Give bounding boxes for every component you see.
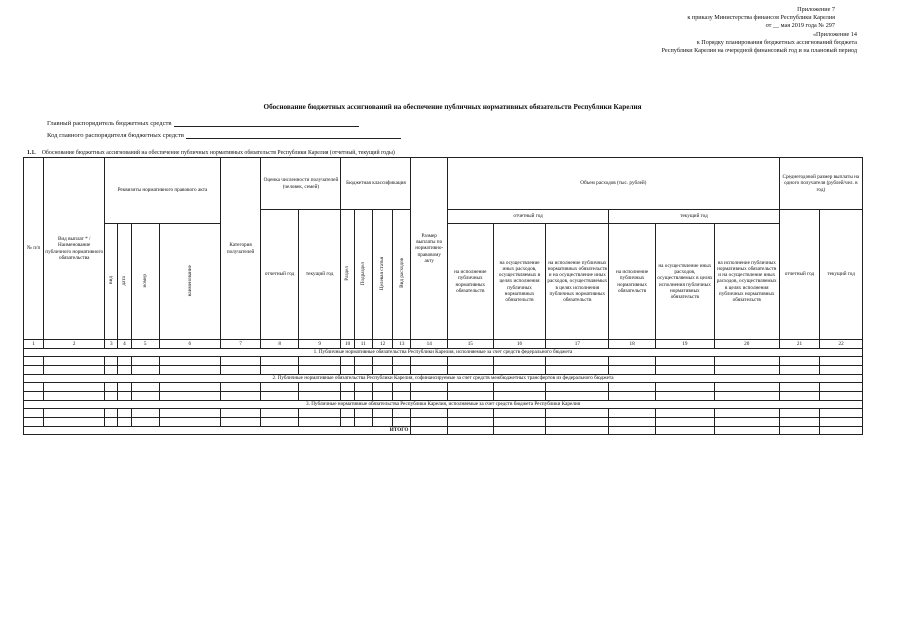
blank-cell[interactable] bbox=[24, 383, 44, 392]
col-number-19: 19 bbox=[655, 340, 714, 349]
blank-cell[interactable] bbox=[779, 409, 820, 418]
blank-cell[interactable] bbox=[341, 392, 354, 401]
blank-cell[interactable] bbox=[298, 357, 341, 366]
blank-cell[interactable] bbox=[820, 366, 863, 375]
blank-cell[interactable] bbox=[609, 366, 656, 375]
vol-report-year: отчетный год bbox=[447, 210, 608, 224]
blank-cell[interactable] bbox=[118, 366, 131, 375]
blank-cell[interactable] bbox=[493, 357, 546, 366]
blank-cell[interactable] bbox=[105, 418, 118, 427]
col-number-8: 8 bbox=[261, 340, 299, 349]
blank-cell[interactable] bbox=[609, 357, 656, 366]
col-number-17: 17 bbox=[546, 340, 609, 349]
blank-row-5[interactable] bbox=[24, 409, 863, 418]
blank-cell[interactable] bbox=[655, 357, 714, 366]
blank-cell[interactable] bbox=[298, 366, 341, 375]
blank-cell[interactable] bbox=[546, 418, 609, 427]
cur-c1: на исполнение публичных нормативных обязательств bbox=[609, 224, 656, 340]
annex-header bbox=[661, 31, 857, 55]
blank-cell[interactable] bbox=[118, 383, 131, 392]
blank-cell[interactable] bbox=[220, 366, 261, 375]
col-volume-header: Объем расходов (тыс. рублей) bbox=[447, 158, 779, 210]
blank-cell[interactable] bbox=[493, 366, 546, 375]
blank-cell[interactable] bbox=[44, 357, 105, 366]
col-number-2: 2 bbox=[44, 340, 105, 349]
blank-cell[interactable] bbox=[820, 383, 863, 392]
vol-current-year: текущий год bbox=[609, 210, 779, 224]
manager-field[interactable] bbox=[174, 120, 359, 127]
col-number-5: 5 bbox=[131, 340, 159, 349]
blank-cell[interactable] bbox=[341, 383, 354, 392]
blank-cell[interactable] bbox=[779, 366, 820, 375]
vr-header: Вид расходов bbox=[398, 258, 405, 289]
blank-cell[interactable] bbox=[655, 392, 714, 401]
blank-cell[interactable] bbox=[220, 409, 261, 418]
col-number-18: 18 bbox=[609, 340, 656, 349]
blank-cell[interactable] bbox=[341, 418, 354, 427]
blank-cell[interactable] bbox=[714, 418, 779, 427]
col-avg-header: Среднегодовой размер выплаты на одного получателя (рублей/чел. в год) bbox=[779, 158, 862, 210]
blank-cell[interactable] bbox=[655, 418, 714, 427]
blank-cell[interactable] bbox=[493, 409, 546, 418]
blank-cell[interactable] bbox=[354, 357, 372, 366]
cs-header: Целевая статья bbox=[379, 256, 386, 290]
blank-cell[interactable] bbox=[411, 383, 448, 392]
blank-cell[interactable] bbox=[220, 383, 261, 392]
blank-cell[interactable] bbox=[609, 418, 656, 427]
blank-cell[interactable] bbox=[24, 418, 44, 427]
page-title: Обоснование бюджетных ассигнований на обеспечение публичных нормативных обязательств Республики Карелия bbox=[263, 103, 642, 111]
blank-cell[interactable] bbox=[411, 409, 448, 418]
blank-cell[interactable] bbox=[354, 409, 372, 418]
blank-cell[interactable] bbox=[820, 418, 863, 427]
col-num-header: № п/п bbox=[24, 158, 44, 340]
order-date: от __ мая 2019 года № 297 bbox=[765, 22, 835, 29]
blank-cell[interactable] bbox=[105, 409, 118, 418]
blank-cell[interactable] bbox=[546, 392, 609, 401]
blank-row-6[interactable] bbox=[24, 418, 863, 427]
blank-cell[interactable] bbox=[298, 383, 341, 392]
annex-number: «Приложение 14 bbox=[812, 31, 857, 38]
annex-line2: к Порядку планирования бюджетных ассигнований бюджета bbox=[696, 39, 857, 46]
blank-cell[interactable] bbox=[609, 409, 656, 418]
req-nomer-header: номер bbox=[142, 273, 149, 288]
col-number-10: 10 bbox=[341, 340, 354, 349]
col-number-21: 21 bbox=[779, 340, 820, 349]
blank-cell[interactable] bbox=[261, 418, 299, 427]
blank-cell[interactable] bbox=[820, 357, 863, 366]
blank-cell[interactable] bbox=[779, 392, 820, 401]
blank-cell[interactable] bbox=[820, 409, 863, 418]
col-number-12: 12 bbox=[372, 340, 392, 349]
blank-cell[interactable] bbox=[354, 383, 372, 392]
blank-cell[interactable] bbox=[393, 366, 411, 375]
blank-cell[interactable] bbox=[44, 383, 105, 392]
blank-cell[interactable] bbox=[118, 409, 131, 418]
blank-cell[interactable] bbox=[24, 366, 44, 375]
blank-cell[interactable] bbox=[220, 357, 261, 366]
col-number-22: 22 bbox=[820, 340, 863, 349]
col-size-header: Размер выплаты по нормативно-правовому акту bbox=[411, 158, 448, 340]
col-number-15: 15 bbox=[447, 340, 493, 349]
section-3-row: 3. Публичные нормативные обязательства Республики Карелия, исполняемые за счет средств бюджета Республики Карелия bbox=[24, 401, 863, 409]
blank-cell[interactable] bbox=[372, 383, 392, 392]
blank-cell[interactable] bbox=[105, 392, 118, 401]
blank-cell[interactable] bbox=[714, 383, 779, 392]
razdel-header: Раздел bbox=[344, 266, 351, 281]
blank-cell[interactable] bbox=[779, 383, 820, 392]
total-label: ИТОГО bbox=[24, 427, 411, 435]
blank-cell[interactable] bbox=[447, 392, 493, 401]
blank-cell[interactable] bbox=[655, 366, 714, 375]
blank-cell[interactable] bbox=[131, 409, 159, 418]
blank-row-1[interactable] bbox=[24, 357, 863, 366]
blank-cell[interactable] bbox=[393, 392, 411, 401]
code-row bbox=[47, 132, 401, 139]
podrazdel-header: Подраздел bbox=[360, 261, 367, 285]
blank-cell[interactable] bbox=[493, 392, 546, 401]
col-category-header: Категория получателей bbox=[220, 158, 261, 340]
section-text: Обоснование бюджетных ассигнований на обеспечение публичных нормативных обязательств Республики Карелия (отчетный, текущий годы) bbox=[41, 150, 395, 156]
blank-cell[interactable] bbox=[546, 409, 609, 418]
blank-cell[interactable] bbox=[354, 366, 372, 375]
col-number-9: 9 bbox=[298, 340, 341, 349]
code-label: Код главного распорядителя бюджетных средств bbox=[47, 132, 184, 139]
rep-c1: на исполнение публичных нормативных обязательств bbox=[447, 224, 493, 340]
blank-cell[interactable] bbox=[447, 418, 493, 427]
blank-cell[interactable] bbox=[24, 357, 44, 366]
blank-cell[interactable] bbox=[609, 383, 656, 392]
blank-cell[interactable] bbox=[714, 366, 779, 375]
col-number-16: 16 bbox=[493, 340, 546, 349]
col-number-13: 13 bbox=[393, 340, 411, 349]
blank-cell[interactable] bbox=[261, 357, 299, 366]
blank-cell[interactable] bbox=[411, 366, 448, 375]
col-number-11: 11 bbox=[354, 340, 372, 349]
column-numbers-row bbox=[24, 340, 863, 349]
blank-cell[interactable] bbox=[493, 418, 546, 427]
col-number-4: 4 bbox=[118, 340, 131, 349]
blank-cell[interactable] bbox=[220, 392, 261, 401]
blank-cell[interactable] bbox=[393, 383, 411, 392]
blank-cell[interactable] bbox=[24, 409, 44, 418]
blank-cell[interactable] bbox=[714, 357, 779, 366]
blank-cell[interactable] bbox=[393, 418, 411, 427]
blank-cell[interactable] bbox=[118, 357, 131, 366]
blank-cell[interactable] bbox=[261, 409, 299, 418]
order-header bbox=[687, 6, 835, 30]
col-requisites-header: Реквизиты нормативного правового акта bbox=[105, 158, 221, 224]
section-1-row: 1. Публичные нормативные обязательства Республики Карелия, исполняемые за счет средств федерального бюджета bbox=[24, 349, 863, 357]
blank-cell[interactable] bbox=[298, 392, 341, 401]
blank-cell[interactable] bbox=[118, 418, 131, 427]
blank-cell[interactable] bbox=[447, 409, 493, 418]
col-type-header: Вид выплат * / Наименование публичного нормативного обязательства bbox=[44, 158, 105, 340]
blank-cell[interactable] bbox=[220, 418, 261, 427]
blank-cell[interactable] bbox=[261, 366, 299, 375]
blank-cell[interactable] bbox=[779, 418, 820, 427]
blank-cell[interactable] bbox=[411, 357, 448, 366]
blank-cell[interactable] bbox=[372, 357, 392, 366]
blank-cell[interactable] bbox=[411, 418, 448, 427]
blank-cell[interactable] bbox=[820, 392, 863, 401]
blank-cell[interactable] bbox=[131, 357, 159, 366]
manager-row bbox=[47, 120, 359, 127]
annex-line3: Республики Карелия на очередной финансовый год и на плановый период bbox=[661, 47, 857, 54]
blank-cell[interactable] bbox=[24, 392, 44, 401]
col-number-3: 3 bbox=[105, 340, 118, 349]
blank-cell[interactable] bbox=[609, 392, 656, 401]
blank-cell[interactable] bbox=[298, 409, 341, 418]
order-appendix: Приложение 7 bbox=[797, 6, 835, 13]
blank-cell[interactable] bbox=[131, 366, 159, 375]
blank-cell[interactable] bbox=[393, 409, 411, 418]
section-2-row: 2. Публичные нормативные обязательства Республики Карелия, софинансируемые за счет средств межбюджетных трансфертов из федерального бюджета bbox=[24, 375, 863, 383]
blank-cell[interactable] bbox=[372, 409, 392, 418]
blank-cell[interactable] bbox=[354, 392, 372, 401]
blank-cell[interactable] bbox=[393, 357, 411, 366]
rep-c3: на исполнение публичных нормативных обязательств и на осуществление иных расходов, осуществляемых в целях исполнения публичных нормативных обязательств bbox=[546, 224, 609, 340]
blank-row-2[interactable] bbox=[24, 366, 863, 375]
blank-cell[interactable] bbox=[372, 392, 392, 401]
avg-current-year: текущий год bbox=[820, 210, 863, 340]
blank-cell[interactable] bbox=[546, 366, 609, 375]
blank-cell[interactable] bbox=[131, 418, 159, 427]
blank-cell[interactable] bbox=[411, 392, 448, 401]
col-estimate-header: Оценка численности получателей (человек, семей) bbox=[261, 158, 341, 210]
blank-cell[interactable] bbox=[118, 392, 131, 401]
col-number-14: 14 bbox=[411, 340, 448, 349]
blank-cell[interactable] bbox=[372, 366, 392, 375]
blank-row-3[interactable] bbox=[24, 383, 863, 392]
blank-cell[interactable] bbox=[159, 366, 220, 375]
blank-cell[interactable] bbox=[655, 409, 714, 418]
req-data-header: дата bbox=[121, 275, 128, 286]
blank-cell[interactable] bbox=[714, 409, 779, 418]
blank-cell[interactable] bbox=[447, 383, 493, 392]
blank-cell[interactable] bbox=[714, 392, 779, 401]
blank-cell[interactable] bbox=[44, 392, 105, 401]
blank-cell[interactable] bbox=[131, 392, 159, 401]
blank-cell[interactable] bbox=[298, 418, 341, 427]
avg-report-year: отчетный год bbox=[779, 210, 820, 340]
blank-cell[interactable] bbox=[131, 383, 159, 392]
blank-cell[interactable] bbox=[354, 418, 372, 427]
cur-c3: на исполнение публичных нормативных обязательств и на осуществление иных расходов, осуществляемых в целях исполнения публичных нормативных обязательств bbox=[714, 224, 779, 340]
blank-cell[interactable] bbox=[44, 409, 105, 418]
col-number-7: 7 bbox=[220, 340, 261, 349]
blank-cell[interactable] bbox=[105, 357, 118, 366]
col-number-20: 20 bbox=[714, 340, 779, 349]
section-heading bbox=[27, 150, 395, 156]
section-number: 1.1. bbox=[27, 150, 36, 156]
blank-cell[interactable] bbox=[447, 366, 493, 375]
order-ref: к приказу Министерства финансов Республики Карелия bbox=[687, 14, 835, 21]
blank-cell[interactable] bbox=[341, 366, 354, 375]
total-row bbox=[24, 427, 863, 435]
code-field[interactable] bbox=[186, 132, 401, 139]
blank-cell[interactable] bbox=[44, 366, 105, 375]
est-report-year: отчетный год bbox=[261, 210, 299, 340]
blank-cell[interactable] bbox=[159, 418, 220, 427]
blank-cell[interactable] bbox=[546, 357, 609, 366]
est-current-year: текущий год bbox=[298, 210, 341, 340]
manager-label: Главный распорядитель бюджетных средств bbox=[47, 120, 172, 127]
blank-cell[interactable] bbox=[546, 383, 609, 392]
blank-cell[interactable] bbox=[341, 409, 354, 418]
obligations-table bbox=[23, 157, 863, 435]
col-number-1: 1 bbox=[24, 340, 44, 349]
blank-cell[interactable] bbox=[261, 383, 299, 392]
blank-row-4[interactable] bbox=[24, 392, 863, 401]
rep-c2: на осуществление иных расходов, осуществляемых в целях исполнения публичных нормативных обязательств bbox=[493, 224, 546, 340]
col-number-6: 6 bbox=[159, 340, 220, 349]
blank-cell[interactable] bbox=[159, 409, 220, 418]
blank-cell[interactable] bbox=[105, 366, 118, 375]
blank-cell[interactable] bbox=[655, 383, 714, 392]
cur-c2: на осуществление иных расходов, осуществляемых в целях исполнения публичных нормативных обязательств bbox=[655, 224, 714, 340]
blank-cell[interactable] bbox=[372, 418, 392, 427]
blank-cell[interactable] bbox=[493, 383, 546, 392]
blank-cell[interactable] bbox=[779, 357, 820, 366]
req-naim-header: наименование bbox=[186, 264, 193, 297]
blank-cell[interactable] bbox=[159, 357, 220, 366]
blank-cell[interactable] bbox=[159, 383, 220, 392]
blank-cell[interactable] bbox=[261, 392, 299, 401]
blank-cell[interactable] bbox=[105, 383, 118, 392]
blank-cell[interactable] bbox=[44, 418, 105, 427]
req-vid-header: вид bbox=[108, 276, 115, 285]
blank-cell[interactable] bbox=[447, 357, 493, 366]
blank-cell[interactable] bbox=[159, 392, 220, 401]
col-budget-header: Бюджетная классификация bbox=[341, 158, 411, 210]
blank-cell[interactable] bbox=[341, 357, 354, 366]
